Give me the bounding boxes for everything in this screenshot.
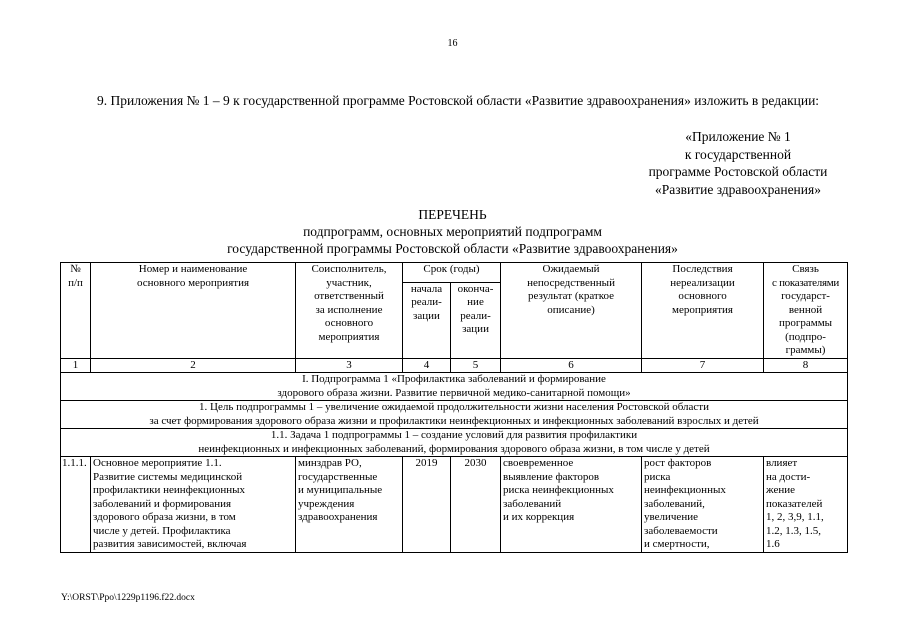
title-line: ПЕРЕЧЕНЬ [418, 207, 487, 222]
task-row [61, 429, 848, 457]
file-path-footer: Y:\ORST\Ppo\1229p1196.f22.docx [61, 593, 195, 603]
header-executor: Соисполнитель, участник, ответственный за исполнение основного мероприятия [296, 263, 403, 359]
table-row [61, 457, 848, 553]
header-name: Номер и наименование основного мероприятия [91, 263, 296, 359]
row-result: своевременное выявление факторов риска неинфекционных заболеваний и их коррекция [501, 457, 642, 553]
row-consequences: рост факторов риска неинфекционных заболеваний, увеличение заболеваемости и смертности, [642, 457, 764, 553]
column-number: 7 [642, 358, 764, 373]
header-num: № п/п [61, 263, 91, 359]
perechen-table [60, 262, 848, 553]
header-term-start: начала реали- зации [403, 282, 451, 358]
column-number: 2 [91, 358, 296, 373]
appendix-line: «Развитие здравоохранения» [655, 181, 821, 197]
goal-cell: 1. Цель подпрограммы 1 – увеличение ожидаемой продолжительности жизни населения Ростовской области за счет формирования здорового образа жизни и профилактики неинфекционных и инфекционных заболеваний взрослых и детей [61, 401, 848, 429]
appendix-line: программе Ростовской области [648, 164, 828, 179]
subprogram-cell: I. Подпрограмма 1 «Профилактика заболеваний и формирование здорового образа жизни. Развитие первичной медико-санитарной помощи» [61, 373, 848, 401]
appendix-header [633, 128, 843, 198]
subprogram-row [61, 373, 848, 401]
row-num: 1.1.1. [61, 457, 91, 553]
header-consequences: Последствия нереализации основного мероприятия [642, 263, 764, 359]
document-title [0, 206, 905, 257]
header-result: Ожидаемый непосредственный результат (краткое описание) [501, 263, 642, 359]
column-number: 4 [403, 358, 451, 373]
row-end-year: 2030 [451, 457, 501, 553]
row-link: влияет на дости- жение показателей 1, 2, 3,9, 1.1, 1.2, 1.3, 1.5, 1.6 [764, 457, 848, 553]
column-number-row [61, 358, 848, 373]
header-term-end: оконча- ние реали- зации [451, 282, 501, 358]
header-term: Срок (годы) [403, 263, 501, 283]
column-number: 6 [501, 358, 642, 373]
title-line: государственной программы Ростовской области «Развитие здравоохранения» [227, 241, 678, 256]
row-executor: минздрав РО, государственные и муниципальные учреждения здравоохранения [296, 457, 403, 553]
column-number: 5 [451, 358, 501, 373]
column-number: 1 [61, 358, 91, 373]
title-line: подпрограмм, основных мероприятий подпрограмм [303, 224, 602, 239]
task-cell: 1.1. Задача 1 подпрограммы 1 – создание условий для развития профилактики неинфекционных и инфекционных заболеваний, формирования здорового образа жизни, в том числе у детей [61, 429, 848, 457]
row-name: Основное мероприятие 1.1. Развитие системы медицинской профилактики неинфекционных заболеваний и формирования здорового образа жизни, в том числе у детей. Профилактика развития зависимостей, включая [91, 457, 296, 553]
intro-paragraph: 9. Приложения № 1 – 9 к государственной программе Ростовской области «Развитие здравоохранения» изложить в редакции: [97, 93, 820, 108]
goal-row [61, 401, 848, 429]
appendix-line: к государственной [684, 146, 792, 162]
page-number: 16 [447, 38, 458, 49]
column-number: 8 [764, 358, 848, 373]
appendix-line: «Приложение № 1 [685, 129, 791, 144]
column-number: 3 [296, 358, 403, 373]
row-start-year: 2019 [403, 457, 451, 553]
header-link: Связь с показателями государст- венной программы (подпро- граммы) [764, 263, 848, 359]
